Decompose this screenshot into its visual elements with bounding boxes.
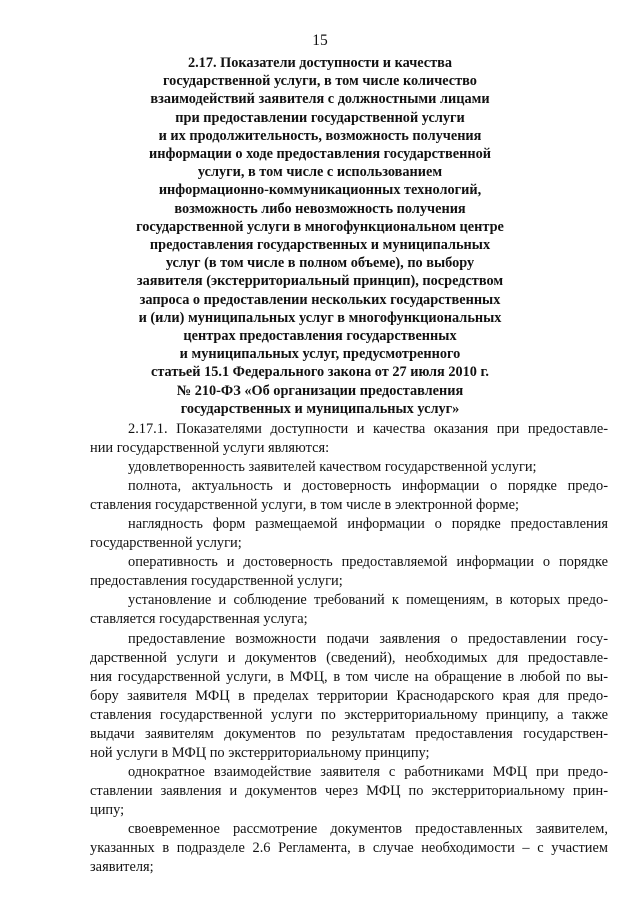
heading-line: информационно-коммуникационных технологий, xyxy=(158,182,482,199)
paragraph xyxy=(90,630,608,763)
heading-line: услуг (в том числе в полном объеме), по выбору xyxy=(165,255,475,272)
text-line: своевременное рассмотрение документов предоставленных заявителем, xyxy=(128,820,608,837)
heading-line: услуги, в том числе с использованием xyxy=(197,164,443,181)
section-heading xyxy=(95,54,545,418)
paragraph xyxy=(90,553,608,591)
text-line: ципу; xyxy=(90,801,125,818)
heading-line: при предоставлении государственной услуги xyxy=(175,109,465,126)
heading-line: и (или) муниципальных услуг в многофункциональных xyxy=(138,309,502,326)
heading-line: взаимодействий заявителя с должностными лицами xyxy=(150,91,490,108)
heading-line: возможность либо невозможность получения xyxy=(174,200,466,217)
text-line: заявителя; xyxy=(90,859,154,876)
text-line: государственной услуги; xyxy=(90,535,242,552)
text-line: наглядность форм размещаемой информации о порядке предоставления xyxy=(128,516,608,533)
heading-line: информации о ходе предоставления государственной xyxy=(149,146,491,163)
heading-line: № 210-ФЗ «Об организации предоставления xyxy=(176,382,464,399)
text-line: бору заявителя МФЦ в пределах территории Краснодарского края для предо- xyxy=(90,687,608,704)
heading-line: заявителя (экстерриториальный принцип), посредством xyxy=(136,273,504,290)
paragraph xyxy=(90,515,608,553)
text-line: однократное взаимодействие заявителя с работниками МФЦ при предо- xyxy=(128,763,608,780)
paragraph xyxy=(90,591,608,629)
text-line: выдачи заявителям документов по результатам предоставления государствен- xyxy=(90,725,608,742)
text-line: оперативность и достоверность предоставляемой информации о порядке xyxy=(128,554,608,571)
text-line: предоставление возможности подачи заявления о предоставлении госу- xyxy=(128,630,608,647)
paragraph xyxy=(90,763,608,820)
heading-line: и их продолжительность, возможность получения xyxy=(158,127,482,144)
heading-line: предоставления государственных и муниципальных xyxy=(149,237,491,254)
text-line: предоставления государственной услуги; xyxy=(90,573,343,590)
text-line: указанных в подразделе 2.6 Регламента, в случае необходимости – с участием xyxy=(90,840,608,857)
text-line: ставлении заявления и документов через МФЦ по экстерриториальному прин- xyxy=(90,782,608,799)
paragraph xyxy=(90,477,608,515)
heading-line: статьей 15.1 Федерального закона от 27 июля 2010 г. xyxy=(151,364,489,381)
text-line: ной услуги в МФЦ по экстерриториальному принципу; xyxy=(90,744,430,761)
page-number: 15 xyxy=(312,32,328,49)
text-line: ставления государственной услуги по экстерриториальному принципу, а также xyxy=(90,706,608,723)
text-line: ставляется государственная услуга; xyxy=(90,611,308,628)
heading-line: и муниципальных услуг, предусмотренного xyxy=(179,346,461,363)
paragraph xyxy=(90,820,608,877)
text-line: установление и соблюдение требований к помещениям, в которых предо- xyxy=(128,592,608,609)
heading-line: 2.17. Показатели доступности и качества xyxy=(187,55,453,71)
heading-line: государственной услуги в многофункциональном центре xyxy=(136,218,504,235)
text-line: 2.17.1. Показателями доступности и качества оказания при предоставле- xyxy=(128,421,608,437)
body-text xyxy=(90,420,608,877)
text-line: нии государственной услуги являются: xyxy=(90,440,330,457)
text-line: ставления государственной услуги, в том числе в электронной форме; xyxy=(90,497,519,514)
text-line: дарственной услуги и документов (сведений), необходимых для предоставле- xyxy=(90,649,608,666)
text-line: удовлетворенность заявителей качеством государственной услуги; xyxy=(128,459,537,476)
heading-line: центрах предоставления государственных xyxy=(183,328,457,345)
paragraph xyxy=(90,420,608,458)
heading-line: государственных и муниципальных услуг» xyxy=(180,400,460,417)
paragraph xyxy=(90,458,608,477)
text-line: ния государственной услуги, в МФЦ, в том числе на обращение в любой по вы- xyxy=(90,668,608,685)
heading-line: запроса о предоставлении нескольких государственных xyxy=(139,291,501,308)
heading-line: государственной услуги, в том числе количество xyxy=(163,73,477,90)
text-line: полнота, актуальность и достоверность информации о порядке предо- xyxy=(128,478,608,495)
